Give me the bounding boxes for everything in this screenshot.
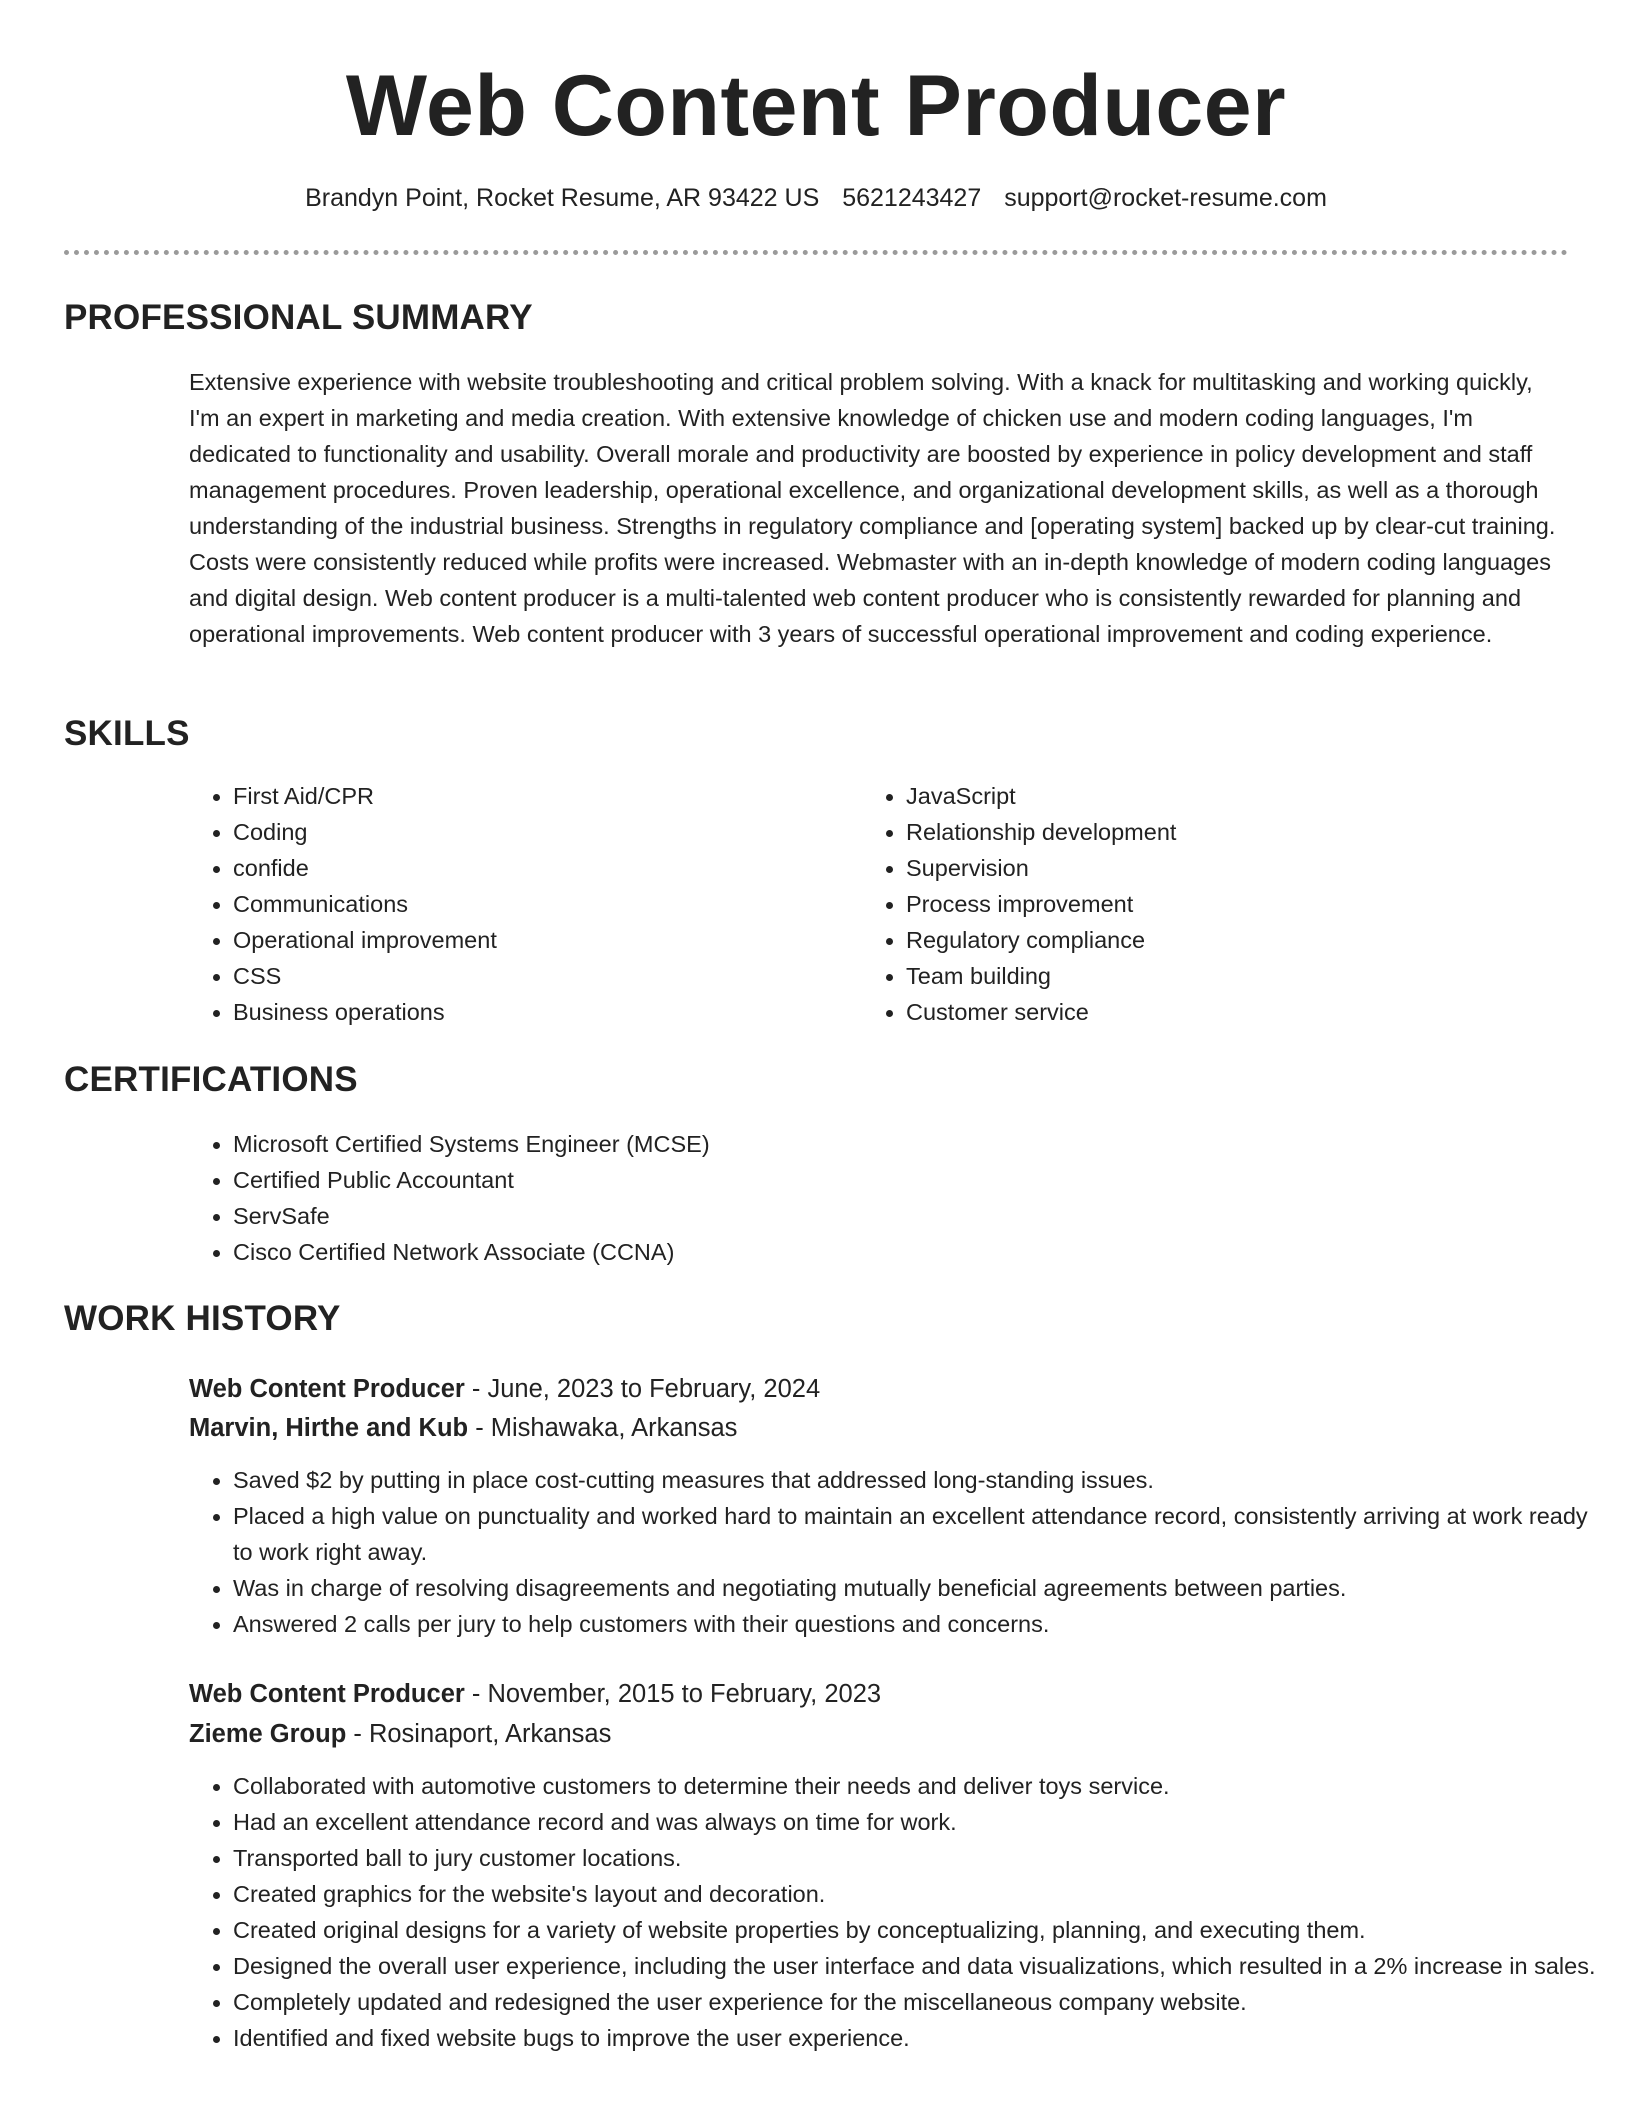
skills-list-left bbox=[189, 778, 853, 1030]
skill-item: • Business operations bbox=[233, 994, 853, 1030]
summary-heading: PROFESSIONAL SUMMARY bbox=[64, 298, 533, 337]
header-divider bbox=[64, 250, 1568, 255]
skill-item: • Process improvement bbox=[906, 886, 1586, 922]
job-bullet: • Placed a high value on punctuality and worked hard to maintain an excellent attendance record, consistently arriving at work ready to work right away. bbox=[233, 1498, 1611, 1570]
skills-list-right bbox=[862, 778, 1586, 1030]
job-dates: - June, 2023 to February, 2024 bbox=[464, 1375, 821, 1403]
skill-item: • Supervision bbox=[906, 850, 1586, 886]
job-company-line bbox=[189, 1715, 611, 1753]
job-title: Web Content Producer bbox=[189, 1680, 465, 1708]
summary-text: Extensive experience with website troubleshooting and critical problem solving. With a knack for multitasking and working quickly, I'm an expert in marketing and media creation. With extensive knowledge of chicken use and modern coding languages, I'm dedicated to functionality and usability. Overall morale and productivity are boosted by experience in policy development and staff management procedures. Proven leadership, operational excellence, and organizational development skills, as well as a thorough understanding of the industrial business. Strengths in regulatory compliance and [operating system] backed up by clear-cut training. Costs were consistently reduced while profits were increased. Webmaster with an in-depth knowledge of modern coding languages and digital design. Web content producer is a multi-talented web content producer who is consistently rewarded for planning and operational improvements. Web content producer with 3 years of successful operational improvement and coding experience. bbox=[189, 369, 1556, 647]
job-company-line bbox=[189, 1409, 737, 1447]
job-bullet: • Identified and fixed website bugs to improve the user experience. bbox=[233, 2020, 1611, 2056]
job-title-line bbox=[189, 1675, 881, 1713]
job-bullet: • Created original designs for a variety of website properties by conceptualizing, planning, and executing them. bbox=[233, 1912, 1611, 1948]
job-bullet: • Created graphics for the website's layout and decoration. bbox=[233, 1876, 1611, 1912]
job-dates: - November, 2015 to February, 2023 bbox=[464, 1680, 882, 1708]
job-location: - Mishawaka, Arkansas bbox=[468, 1414, 738, 1442]
certification-item: • ServSafe bbox=[233, 1198, 1603, 1234]
job-title: Web Content Producer bbox=[189, 1375, 465, 1403]
skill-item: • confide bbox=[233, 850, 853, 886]
job-company: Zieme Group bbox=[189, 1720, 347, 1748]
job-bullet: • Saved $2 by putting in place cost-cutting measures that addressed long-standing issues. bbox=[233, 1462, 1611, 1498]
skill-item: • Customer service bbox=[906, 994, 1586, 1030]
contact-line bbox=[0, 180, 1632, 216]
skill-item: • First Aid/CPR bbox=[233, 778, 853, 814]
skill-item: • Coding bbox=[233, 814, 853, 850]
job-bullet: • Designed the overall user experience, including the user interface and data visualizations, which resulted in a 2% increase in sales. bbox=[233, 1948, 1611, 1984]
certifications-list bbox=[189, 1126, 1603, 1270]
skill-item: • CSS bbox=[233, 958, 853, 994]
skill-item: • Relationship development bbox=[906, 814, 1586, 850]
job-bullet: • Transported ball to jury customer locations. bbox=[233, 1840, 1611, 1876]
job-bullets bbox=[189, 1462, 1611, 1642]
certification-item: • Cisco Certified Network Associate (CCNA) bbox=[233, 1234, 1603, 1270]
job-bullet: • Answered 2 calls per jury to help customers with their questions and concerns. bbox=[233, 1606, 1611, 1642]
skill-item: • Regulatory compliance bbox=[906, 922, 1586, 958]
contact-phone: 5621243427 bbox=[842, 184, 982, 212]
skill-item: • Team building bbox=[906, 958, 1586, 994]
job-bullet: • Completely updated and redesigned the user experience for the miscellaneous company website. bbox=[233, 1984, 1611, 2020]
job-company: Marvin, Hirthe and Kub bbox=[189, 1414, 469, 1442]
job-bullet: • Collaborated with automotive customers to determine their needs and deliver toys service. bbox=[233, 1768, 1611, 1804]
work-history-heading: WORK HISTORY bbox=[64, 1299, 341, 1338]
job-title-line bbox=[189, 1370, 820, 1408]
skills-heading: SKILLS bbox=[64, 714, 190, 753]
certification-item: • Certified Public Accountant bbox=[233, 1162, 1603, 1198]
contact-email: support@rocket-resume.com bbox=[1004, 184, 1327, 212]
certification-item: • Microsoft Certified Systems Engineer (MCSE) bbox=[233, 1126, 1603, 1162]
contact-address: Brandyn Point, Rocket Resume, AR 93422 US bbox=[305, 184, 820, 212]
skill-item: • JavaScript bbox=[906, 778, 1586, 814]
certifications-heading: CERTIFICATIONS bbox=[64, 1060, 358, 1099]
resume-title: Web Content Producer bbox=[345, 58, 1287, 154]
job-bullets bbox=[189, 1768, 1611, 2056]
job-location: - Rosinaport, Arkansas bbox=[346, 1720, 612, 1748]
job-bullet: • Had an excellent attendance record and was always on time for work. bbox=[233, 1804, 1611, 1840]
skill-item: • Operational improvement bbox=[233, 922, 853, 958]
job-bullet: • Was in charge of resolving disagreements and negotiating mutually beneficial agreements between parties. bbox=[233, 1570, 1611, 1606]
skill-item: • Communications bbox=[233, 886, 853, 922]
